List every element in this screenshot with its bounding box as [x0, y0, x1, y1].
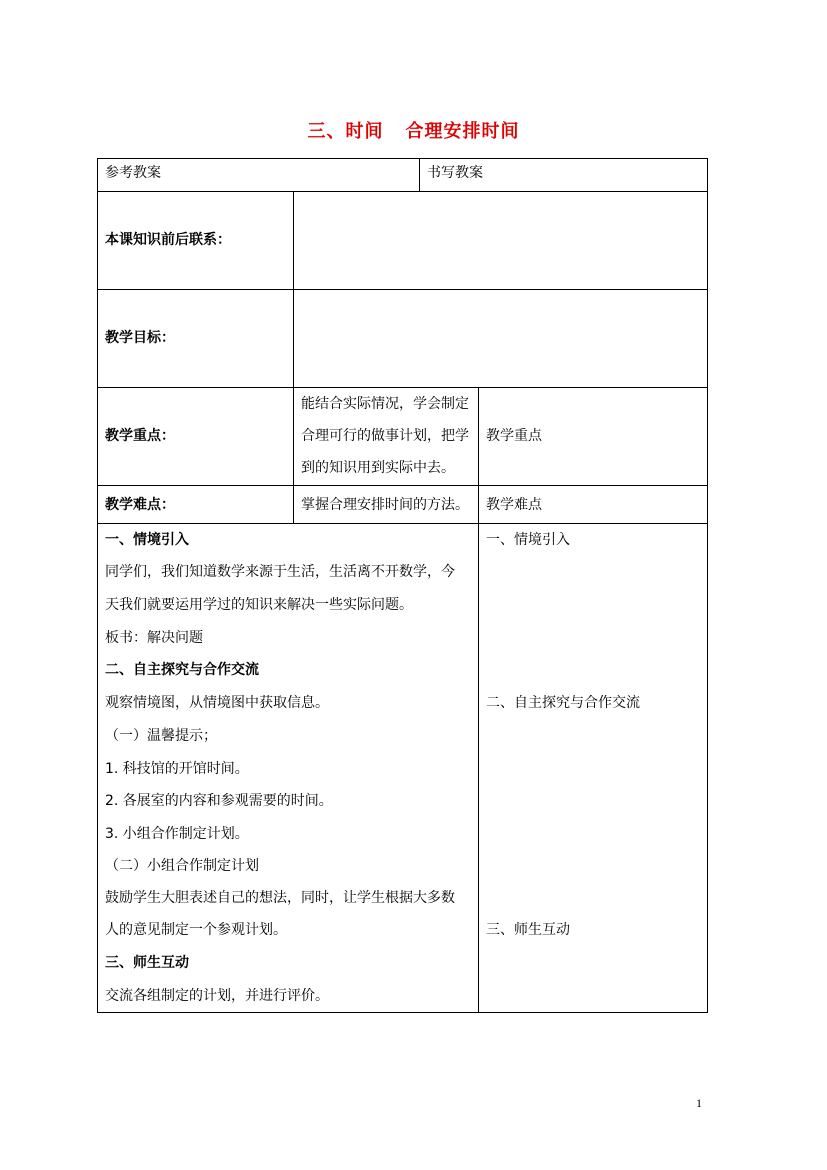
section-2-para-2: （一）温馨提示； [105, 728, 217, 744]
column-divider [478, 387, 479, 1013]
key-points-line-2: 合理可行的做事计划，把学 [301, 428, 469, 444]
section-3-title: 三、师生互动 [105, 955, 189, 971]
section-2-para-4: 人的意见制定一个参观计划。 [105, 922, 287, 938]
lesson-plan-table [97, 158, 708, 1013]
section-2-list-3: 3. 小组合作制定计划。 [105, 826, 249, 842]
title-part-2: 合理安排时间 [405, 121, 520, 142]
header-reference-plan: 参考教案 [105, 165, 161, 181]
section-2-subtitle: （二）小组合作制定计划 [105, 858, 259, 874]
label-teaching-goals: 教学目标： [105, 330, 175, 346]
key-points-line-3: 到的知识用到实际中去。 [301, 460, 455, 476]
document-title [0, 117, 827, 143]
page-number: 1 [696, 1096, 702, 1110]
row-divider [97, 289, 708, 290]
section-1-para-2: 天我们就要运用学过的知识来解决一些实际问题。 [105, 597, 413, 613]
section-1-board-note: 板书：解决问题 [105, 630, 203, 646]
key-points-line-1: 能结合实际情况，学会制定 [301, 396, 469, 412]
side-section-1: 一、情境引入 [486, 532, 570, 548]
row-divider [97, 191, 708, 192]
section-1-title: 一、情境引入 [105, 532, 189, 548]
row-divider [97, 387, 708, 388]
header-writing-plan: 书写教案 [427, 165, 483, 181]
column-divider [419, 158, 420, 191]
column-divider [293, 191, 294, 523]
row-divider [97, 485, 708, 486]
section-2-para-3: 鼓励学生大胆表述自己的想法，同时，让学生根据大多数 [105, 890, 455, 906]
label-key-points: 教学重点： [105, 428, 175, 444]
section-1-para-1: 同学们，我们知道数学来源于生活，生活离不开数学，今 [105, 564, 455, 580]
key-points-right: 教学重点 [486, 428, 542, 444]
difficult-points-text: 掌握合理安排时间的方法。 [301, 497, 469, 513]
section-2-list-1: 1. 科技馆的开馆时间。 [105, 761, 249, 777]
label-knowledge-links: 本课知识前后联系： [105, 232, 231, 248]
label-difficult-points: 教学难点： [105, 497, 175, 513]
section-2-para-1: 观察情境图，从情境图中获取信息。 [105, 695, 329, 711]
row-divider [97, 523, 708, 524]
section-3-para-1: 交流各组制定的计划，并进行评价。 [105, 988, 329, 1004]
section-2-list-2: 2. 各展室的内容和参观需要的时间。 [105, 793, 333, 809]
side-section-3: 三、师生互动 [486, 922, 570, 938]
title-part-1: 三、时间 [307, 121, 384, 142]
side-section-2: 二、自主探究与合作交流 [486, 695, 640, 711]
difficult-points-right: 教学难点 [486, 497, 542, 513]
section-2-title: 二、自主探究与合作交流 [105, 662, 259, 678]
